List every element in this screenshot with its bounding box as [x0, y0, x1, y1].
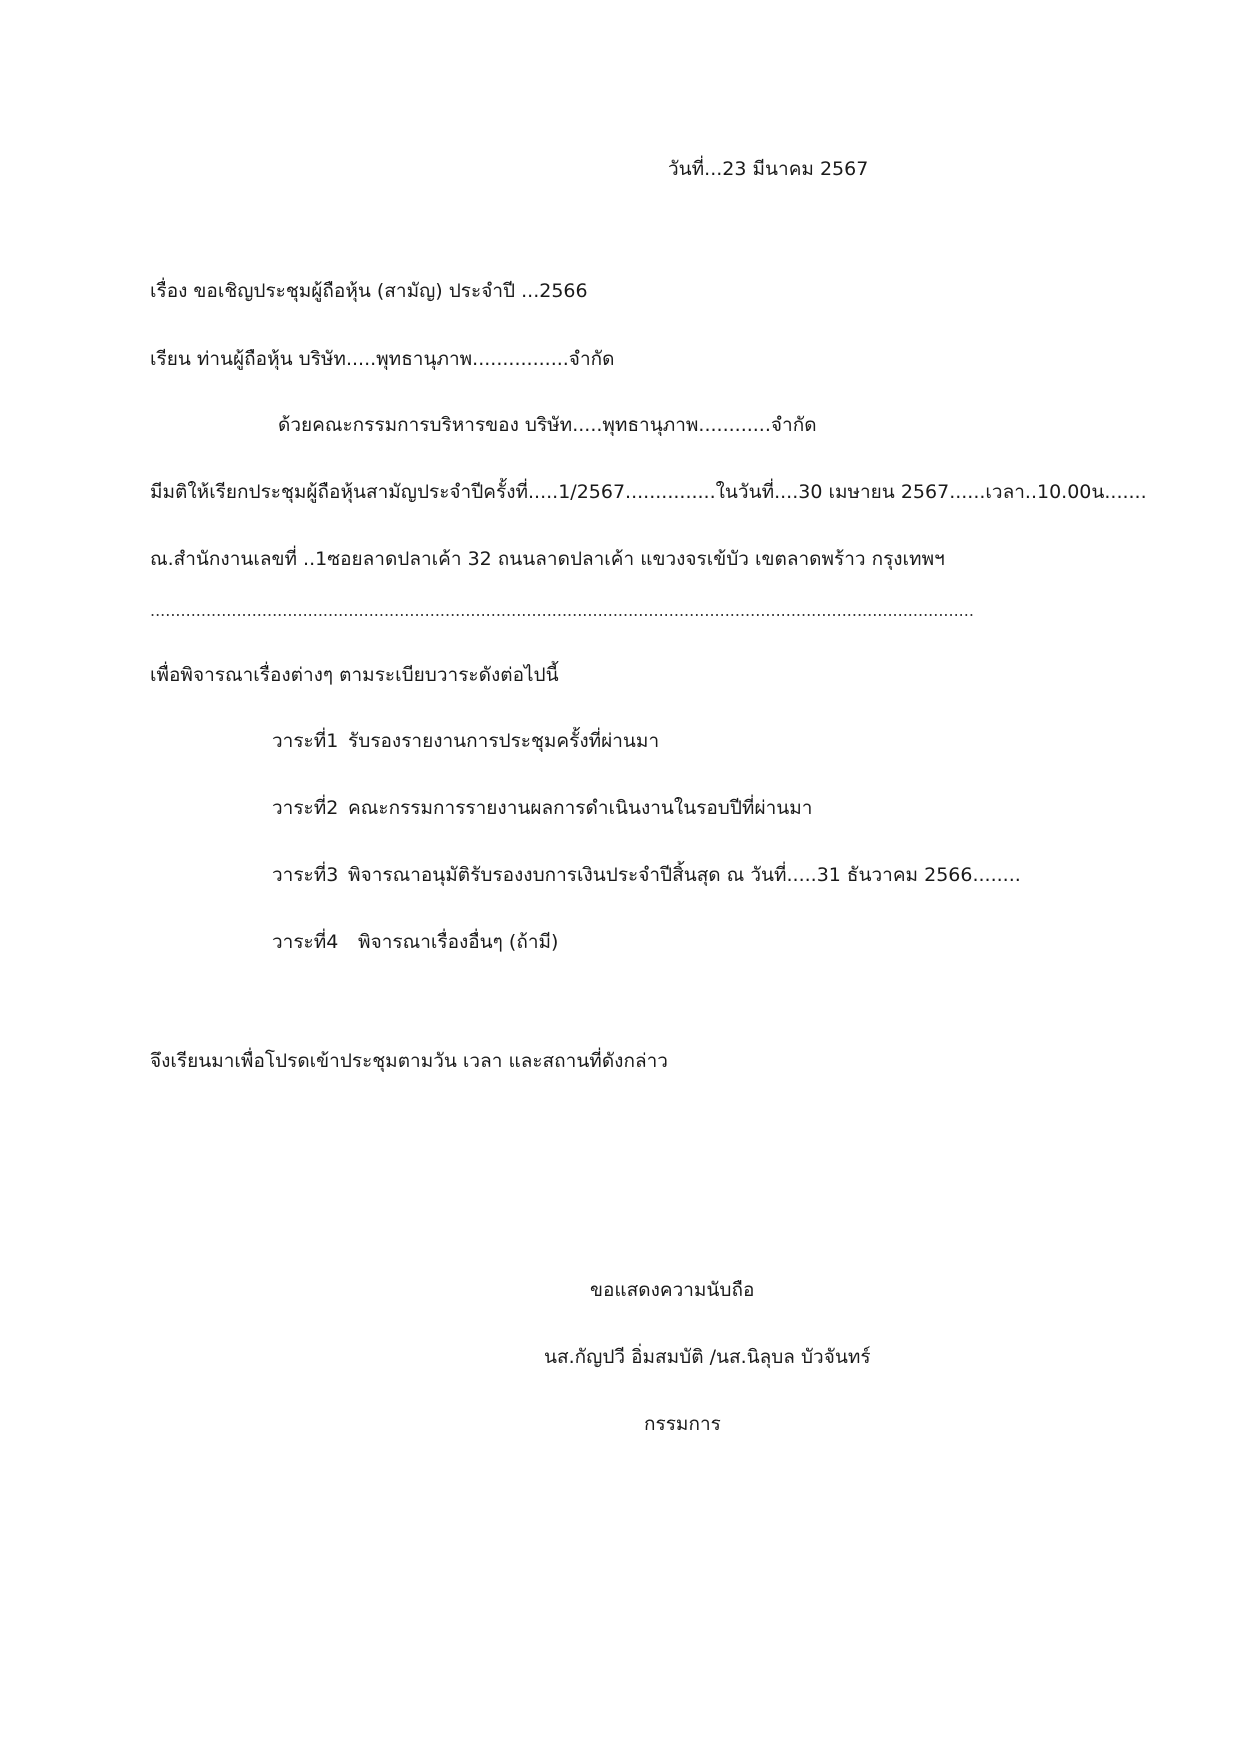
agenda-item-text: พิจารณาเรื่องอื่นๆ (ถ้ามี) — [358, 931, 559, 953]
agenda-item — [272, 795, 812, 821]
agenda-intro: เพื่อพิจารณาเรื่องต่างๆ ตามระเบียบวาระดังต่อไปนี้ — [150, 664, 559, 686]
letter-body-line-2: มีมติให้เรียกประชุมผู้ถือหุ้นสามัญประจำปีครั้งที่.....1/2567...............ในวันที่....30 เมษายน 2567......เวลา..10.00น....... — [150, 481, 1147, 503]
agenda-item-label: วาระที่3 — [272, 864, 339, 886]
letter-body-line-1: ด้วยคณะกรรมการบริหารของ บริษัท.....พุทธานุภาพ............จำกัด — [278, 414, 817, 436]
dotted-fill-line: .................................................................................................................................................................. — [150, 601, 974, 620]
agenda-item-text: พิจารณาอนุมัติรับรองงบการเงินประจำปีสิ้นสุด ณ วันที่.....31 ธันวาคม 2566........ — [348, 864, 1021, 886]
agenda-item-label: วาระที่1 — [272, 730, 339, 752]
agenda-item — [272, 728, 659, 754]
letter-recipient: เรียน ท่านผู้ถือหุ้น บริษัท.....พุทธานุภาพ................จำกัด — [150, 348, 615, 370]
letter-closing: จึงเรียนมาเพื่อโปรดเข้าประชุมตามวัน เวลา และสถานที่ดังกล่าว — [150, 1050, 668, 1072]
agenda-item-label: วาระที่4 — [272, 931, 339, 953]
agenda-item — [272, 862, 1021, 888]
signer-name: นส.กัญปวี อิ่มสมบัติ /นส.นิลุบล บัวจันทร์ — [544, 1346, 871, 1368]
agenda-item-text: คณะกรรมการรายงานผลการดำเนินงานในรอบปีที่ผ่านมา — [348, 797, 813, 819]
letter-regards: ขอแสดงความนับถือ — [590, 1279, 755, 1301]
agenda-item — [272, 929, 558, 955]
agenda-item-text: รับรองรายงานการประชุมครั้งที่ผ่านมา — [348, 730, 660, 752]
letter-subject: เรื่อง ขอเชิญประชุมผู้ถือหุ้น (สามัญ) ประจำปี ...2566 — [150, 280, 588, 302]
letter-body-line-3: ณ.สำนักงานเลขที่ ..1ซอยลาดปลาเค้า 32 ถนนลาดปลาเค้า แขวงจรเข้บัว เขตลาดพร้าว กรุงเทพฯ — [150, 548, 945, 570]
letter-date: วันที่...23 มีนาคม 2567 — [668, 158, 869, 180]
signer-position: กรรมการ — [644, 1413, 721, 1435]
agenda-item-label: วาระที่2 — [272, 797, 339, 819]
